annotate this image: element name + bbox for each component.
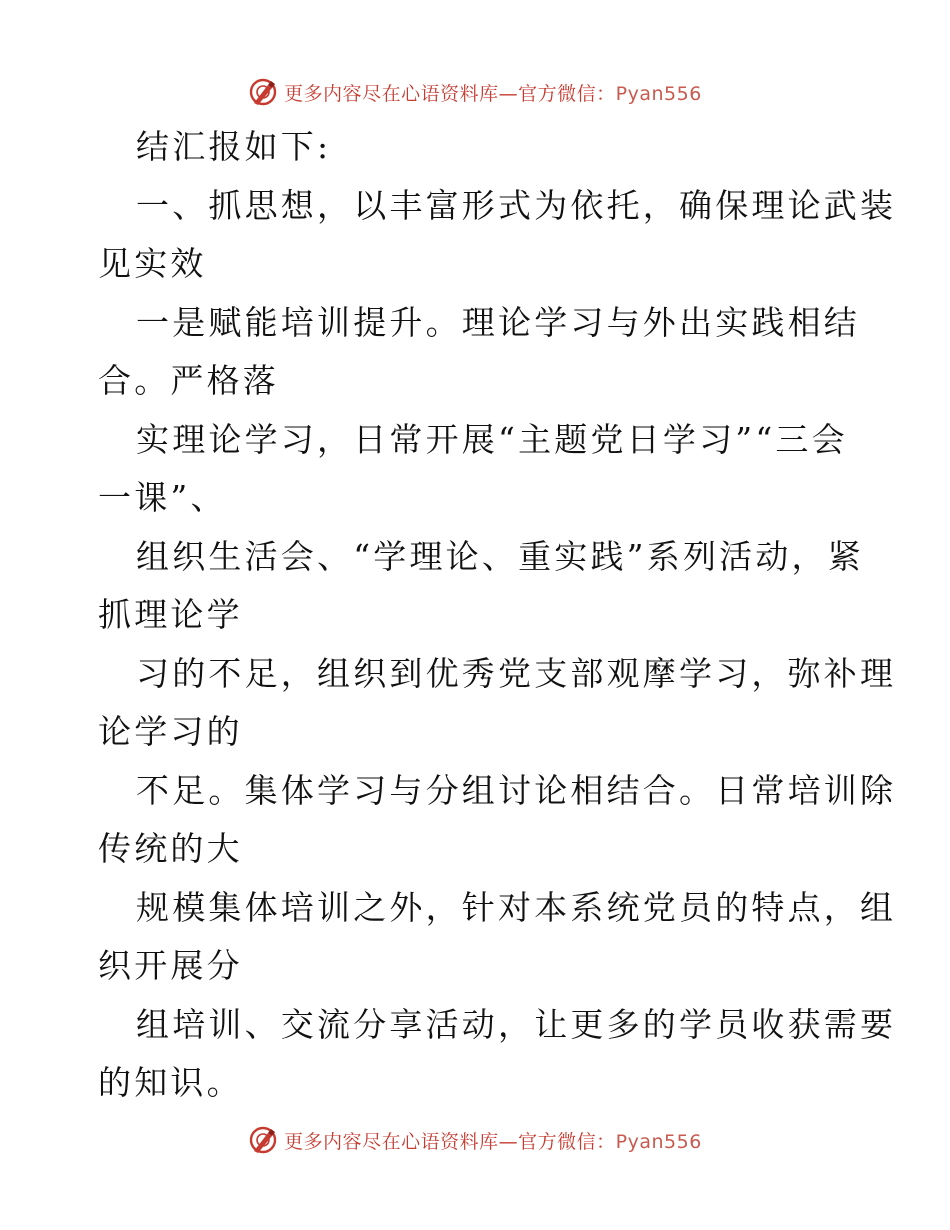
text-line: 合。严格落 xyxy=(98,361,279,400)
banner-handle: Pyan556 xyxy=(615,1130,702,1153)
footer-banner xyxy=(0,1120,950,1160)
header-banner xyxy=(0,72,950,112)
pen-logo-icon xyxy=(248,77,278,107)
text-line: 一是赋能培训提升。理论学习与外出实践相结 xyxy=(136,302,860,342)
banner-text: 更多内容尽在心语资料库—官方微信：Pyan556 xyxy=(284,82,702,105)
text-line: 抓理论学 xyxy=(98,595,243,634)
text-line: 组培训、交流分享活动，让更多的学员收获需要 xyxy=(136,1004,897,1044)
text-line: 的知识。 xyxy=(98,1063,243,1102)
text-line: 习的不足，组织到优秀党支部观摩学习，弥补理 xyxy=(136,653,897,693)
banner-text: 更多内容尽在心语资料库—官方微信：Pyan556 xyxy=(284,1130,702,1153)
text-line: 织开展分 xyxy=(98,946,243,985)
document-body xyxy=(98,118,897,1113)
text-line: 论学习的 xyxy=(98,712,243,751)
text-line: 结汇报如下: xyxy=(136,127,332,166)
text-line: 实理论学习，日常开展“主题党日学习”“三会 xyxy=(136,419,848,459)
banner-handle: Pyan556 xyxy=(615,82,702,105)
section-heading: 一、抓思想，以丰富形式为依托，确保理论武装 xyxy=(136,185,897,225)
text-line: 传统的大 xyxy=(98,829,243,868)
text-line: 一课”、 xyxy=(98,478,227,517)
pen-logo-icon xyxy=(248,1125,278,1155)
text-line: 不足。集体学习与分组讨论相结合。日常培训除 xyxy=(136,770,897,810)
text-line: 见实效 xyxy=(98,244,207,283)
text-line: 组织生活会、“学理论、重实践”系列活动，紧 xyxy=(136,536,864,576)
text-line: 规模集体培训之外，针对本系统党员的特点，组 xyxy=(136,887,897,927)
